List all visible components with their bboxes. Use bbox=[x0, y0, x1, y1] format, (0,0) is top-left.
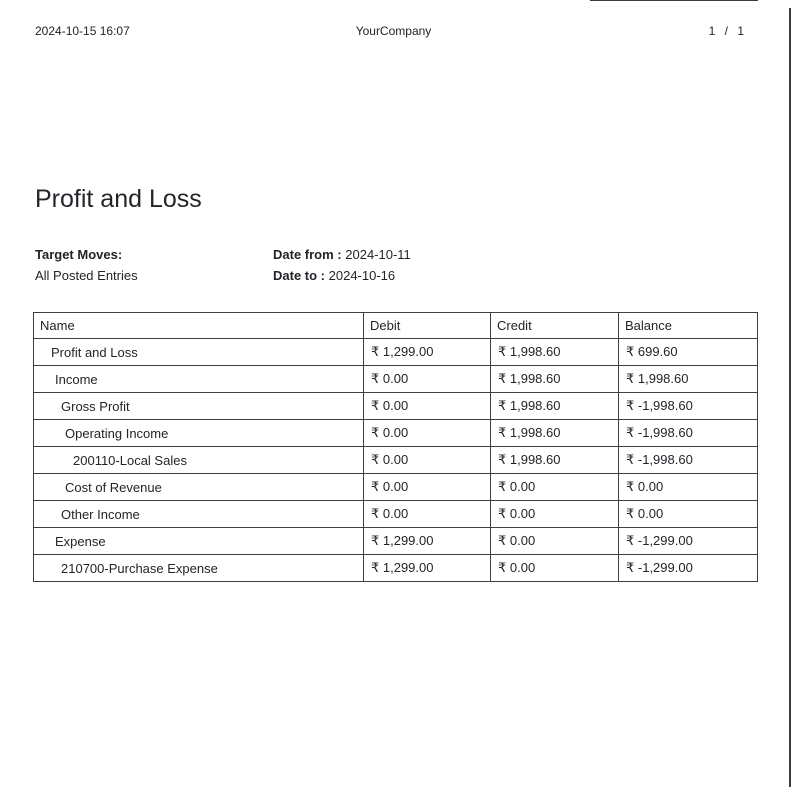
balance-amount: ₹ -1,998.60 bbox=[619, 420, 758, 447]
debit-amount: ₹ 1,299.00 bbox=[364, 555, 491, 582]
credit-amount: ₹ 1,998.60 bbox=[491, 339, 619, 366]
date-to-label: Date to : bbox=[273, 268, 325, 283]
debit-amount: ₹ 0.00 bbox=[364, 393, 491, 420]
table-header-row bbox=[34, 313, 758, 339]
debit-amount: ₹ 0.00 bbox=[364, 447, 491, 474]
report-table-body bbox=[34, 339, 758, 582]
balance-amount: ₹ 0.00 bbox=[619, 501, 758, 528]
balance-amount: ₹ -1,998.60 bbox=[619, 393, 758, 420]
credit-amount: ₹ 0.00 bbox=[491, 501, 619, 528]
balance-amount: ₹ -1,299.00 bbox=[619, 528, 758, 555]
date-from-line bbox=[273, 244, 573, 265]
balance-amount: ₹ 699.60 bbox=[619, 339, 758, 366]
profit-loss-table bbox=[33, 312, 758, 582]
table-row bbox=[34, 366, 758, 393]
table-row bbox=[34, 474, 758, 501]
debit-amount: ₹ 0.00 bbox=[364, 420, 491, 447]
account-name: Cost of Revenue bbox=[34, 474, 364, 501]
target-moves-value: All Posted Entries bbox=[35, 268, 138, 283]
date-to-line bbox=[273, 265, 573, 286]
company-name: YourCompany bbox=[355, 24, 432, 38]
credit-amount: ₹ 1,998.60 bbox=[491, 420, 619, 447]
column-header-credit: Credit bbox=[491, 313, 619, 339]
viewer-edge-top-line bbox=[590, 0, 758, 1]
credit-amount: ₹ 1,998.60 bbox=[491, 447, 619, 474]
account-name: 200110-Local Sales bbox=[34, 447, 364, 474]
credit-amount: ₹ 0.00 bbox=[491, 528, 619, 555]
balance-amount: ₹ 0.00 bbox=[619, 474, 758, 501]
print-datetime: 2024-10-15 16:07 bbox=[35, 24, 130, 38]
table-row bbox=[34, 420, 758, 447]
account-name: 210700-Purchase Expense bbox=[34, 555, 364, 582]
credit-amount: ₹ 0.00 bbox=[491, 555, 619, 582]
credit-amount: ₹ 0.00 bbox=[491, 474, 619, 501]
page-title: Profit and Loss bbox=[35, 185, 202, 213]
account-name: Operating Income bbox=[34, 420, 364, 447]
table-row bbox=[34, 447, 758, 474]
target-moves-label: Target Moves: bbox=[35, 247, 123, 262]
column-header-balance: Balance bbox=[619, 313, 758, 339]
page-indicator: 1 / 1 bbox=[708, 24, 744, 38]
table-header bbox=[34, 313, 758, 339]
credit-amount: ₹ 1,998.60 bbox=[491, 393, 619, 420]
target-moves-block bbox=[35, 244, 265, 286]
column-header-name: Name bbox=[34, 313, 364, 339]
table-row bbox=[34, 501, 758, 528]
account-name: Income bbox=[34, 366, 364, 393]
debit-amount: ₹ 0.00 bbox=[364, 366, 491, 393]
table-row bbox=[34, 555, 758, 582]
account-name: Other Income bbox=[34, 501, 364, 528]
column-header-debit: Debit bbox=[364, 313, 491, 339]
table-row bbox=[34, 393, 758, 420]
debit-amount: ₹ 0.00 bbox=[364, 474, 491, 501]
account-name: Gross Profit bbox=[34, 393, 364, 420]
account-name: Expense bbox=[34, 528, 364, 555]
account-name: Profit and Loss bbox=[34, 339, 364, 366]
viewer-edge-right-line bbox=[789, 8, 791, 787]
date-range-block bbox=[273, 244, 573, 286]
table-row bbox=[34, 339, 758, 366]
date-from-label: Date from : bbox=[273, 247, 342, 262]
table-row bbox=[34, 528, 758, 555]
debit-amount: ₹ 1,299.00 bbox=[364, 528, 491, 555]
debit-amount: ₹ 1,299.00 bbox=[364, 339, 491, 366]
debit-amount: ₹ 0.00 bbox=[364, 501, 491, 528]
balance-amount: ₹ -1,299.00 bbox=[619, 555, 758, 582]
date-to-value: 2024-10-16 bbox=[328, 268, 396, 283]
date-from-value: 2024-10-11 bbox=[345, 247, 411, 262]
credit-amount: ₹ 1,998.60 bbox=[491, 366, 619, 393]
balance-amount: ₹ 1,998.60 bbox=[619, 366, 758, 393]
balance-amount: ₹ -1,998.60 bbox=[619, 447, 758, 474]
report-header bbox=[35, 24, 752, 40]
